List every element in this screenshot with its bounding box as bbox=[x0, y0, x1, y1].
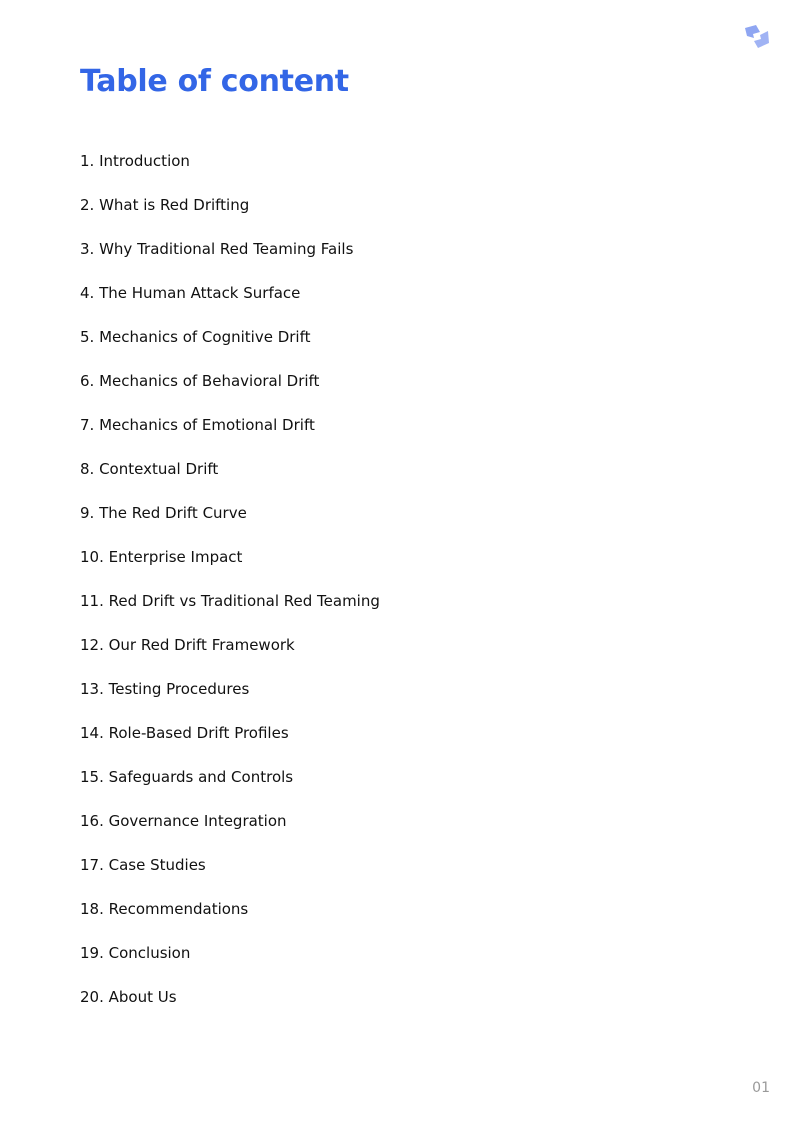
toc-item[interactable]: 13. Testing Procedures bbox=[80, 680, 250, 698]
toc-item[interactable]: 3. Why Traditional Red Teaming Fails bbox=[80, 240, 354, 258]
toc-item[interactable]: 20. About Us bbox=[80, 988, 177, 1006]
toc-item[interactable]: 10. Enterprise Impact bbox=[80, 548, 243, 566]
toc-item[interactable]: 12. Our Red Drift Framework bbox=[80, 636, 295, 654]
toc-item[interactable]: 18. Recommendations bbox=[80, 900, 249, 918]
toc-item[interactable]: 15. Safeguards and Controls bbox=[80, 768, 294, 786]
toc-item[interactable]: 1. Introduction bbox=[80, 152, 190, 170]
brand-logo-icon bbox=[743, 23, 770, 50]
toc-item[interactable]: 9. The Red Drift Curve bbox=[80, 504, 247, 522]
toc-item[interactable]: 2. What is Red Drifting bbox=[80, 196, 250, 214]
table-of-contents bbox=[80, 150, 380, 1030]
toc-item[interactable]: 8. Contextual Drift bbox=[80, 460, 219, 478]
toc-item[interactable]: 4. The Human Attack Surface bbox=[80, 284, 301, 302]
page-title: Table of content bbox=[80, 64, 349, 99]
toc-item[interactable]: 5. Mechanics of Cognitive Drift bbox=[80, 328, 311, 346]
toc-item[interactable]: 7. Mechanics of Emotional Drift bbox=[80, 416, 315, 434]
toc-item[interactable]: 6. Mechanics of Behavioral Drift bbox=[80, 372, 320, 390]
toc-item[interactable]: 14. Role-Based Drift Profiles bbox=[80, 724, 289, 742]
toc-item[interactable]: 19. Conclusion bbox=[80, 944, 191, 962]
page-number: 01 bbox=[752, 1080, 770, 1096]
toc-item[interactable]: 17. Case Studies bbox=[80, 856, 206, 874]
toc-item[interactable]: 16. Governance Integration bbox=[80, 812, 287, 830]
toc-item[interactable]: 11. Red Drift vs Traditional Red Teaming bbox=[80, 592, 380, 610]
